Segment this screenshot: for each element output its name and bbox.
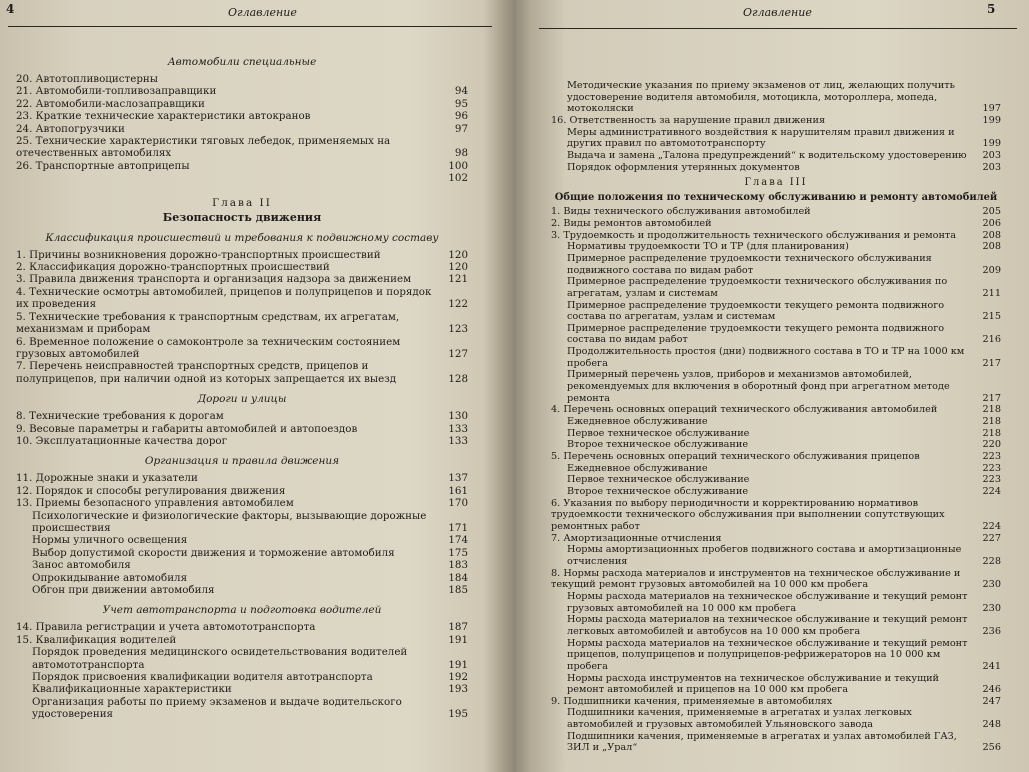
toc-subentry bbox=[16, 584, 468, 596]
toc-subentry bbox=[551, 707, 1001, 730]
toc-subentry bbox=[551, 673, 1001, 696]
chapter-number: Глава II bbox=[212, 196, 272, 209]
entry-page: 95 bbox=[454, 97, 468, 110]
entry-title: Нормы амортизационных пробегов подвижного состава и амортизационные отчисления bbox=[567, 544, 962, 567]
entry-page: 230 bbox=[982, 579, 1001, 591]
entry-page: 218 bbox=[982, 427, 1001, 439]
chapter-number: Глава III bbox=[744, 177, 808, 189]
toc-entry bbox=[16, 311, 468, 336]
entry-title: 5. Технические требования к транспортным средствам, их агрегатам, механизмам и приборам bbox=[16, 310, 400, 336]
toc-entry bbox=[551, 498, 1001, 533]
entry-page: 161 bbox=[448, 484, 468, 497]
toc-subentry bbox=[551, 474, 1001, 486]
toc-entry bbox=[16, 410, 468, 422]
entry-title: Выдача и замена „Талона предупреждений“ к водительскому удостоверению bbox=[567, 149, 967, 161]
entry-title: 15. Квалификация водителей bbox=[16, 633, 177, 646]
entry-title: Первое техническое обслуживание bbox=[567, 474, 750, 486]
toc-subentry bbox=[551, 638, 1001, 673]
toc-subentry bbox=[551, 253, 1001, 276]
toc-subentry bbox=[16, 510, 468, 535]
toc-entry bbox=[551, 206, 1001, 218]
entry-title: Примерное распределение трудоемкости технического обслуживания по агрегатам, узлам и системам bbox=[567, 276, 948, 299]
entry-page: 256 bbox=[982, 742, 1001, 754]
toc-entry bbox=[16, 249, 468, 261]
toc-entry bbox=[16, 472, 468, 484]
entry-page: 223 bbox=[982, 474, 1001, 486]
entry-page: 171 bbox=[448, 521, 468, 534]
toc-entry bbox=[16, 135, 468, 160]
running-header: Оглавление bbox=[743, 6, 812, 19]
entry-title: 7. Амортизационные отчисления bbox=[551, 532, 722, 544]
entry-title: 11. Дорожные знаки и указатели bbox=[16, 472, 198, 485]
section-heading: Дороги и улицы bbox=[197, 393, 287, 406]
toc-subentry bbox=[16, 671, 468, 683]
toc-subentry bbox=[16, 572, 468, 584]
entry-page: 223 bbox=[982, 462, 1001, 474]
entry-page: 205 bbox=[982, 206, 1001, 218]
entry-page: 216 bbox=[982, 334, 1001, 346]
entry-page: 123 bbox=[448, 323, 468, 336]
section-heading: Автомобили специальные bbox=[167, 56, 317, 68]
entry-title: Занос автомобиля bbox=[32, 559, 131, 572]
toc-entry bbox=[551, 218, 1001, 230]
toc-subentry bbox=[551, 591, 1001, 614]
entry-title: Примерное распределение трудоемкости текущего ремонта подвижного состава по видам работ bbox=[567, 322, 945, 346]
toc-entry bbox=[16, 261, 468, 273]
toc-entry bbox=[16, 634, 468, 646]
toc-entry bbox=[551, 696, 1001, 708]
entry-page: 208 bbox=[982, 241, 1001, 253]
section-heading: Организация и правила движения bbox=[144, 455, 340, 468]
entry-title: Примерный перечень узлов, приборов и механизмов автомобилей, рекомендуемых для включения в оборотный фонд при агрегатном методе ремонта bbox=[567, 369, 950, 404]
toc-subentry bbox=[16, 696, 468, 721]
entry-title: 6. Указания по выбору периодичности и корректированию нормативов трудоемкости технического обслуживания при выполнении сопутствующих ремонтных работ bbox=[551, 497, 945, 532]
toc-entry bbox=[16, 435, 468, 447]
entry-title: 9. Весовые параметры и габариты автомобилей и автопоездов bbox=[16, 422, 358, 435]
entry-title: 20. Автотопливоцистерны bbox=[16, 73, 158, 85]
entry-page: 195 bbox=[448, 708, 468, 721]
entry-page: 183 bbox=[448, 559, 468, 572]
toc-entry bbox=[16, 160, 468, 172]
entry-page: 247 bbox=[982, 695, 1001, 707]
entry-title: Меры административного воздействия к нарушителям правил движения и других правил по автомототранспорту bbox=[567, 126, 955, 150]
entry-page: 133 bbox=[448, 434, 468, 447]
entry-page: 94 bbox=[454, 85, 468, 98]
entry-title: Примерное распределение трудоемкости технического обслуживания подвижного состава по видам работ bbox=[567, 252, 932, 276]
toc-subentry bbox=[551, 731, 1001, 754]
entry-page: 236 bbox=[982, 625, 1001, 637]
toc-subentry bbox=[551, 428, 1001, 440]
entry-page: 209 bbox=[982, 264, 1001, 276]
toc-entry bbox=[16, 85, 468, 97]
entry-title: 9. Подшипники качения, применяемые в автомобилях bbox=[551, 695, 833, 707]
toc-entry bbox=[551, 404, 1001, 416]
entry-page: 120 bbox=[448, 248, 468, 261]
toc-subentry bbox=[551, 369, 1001, 404]
toc-subentry bbox=[551, 544, 1001, 567]
entry-page: 130 bbox=[448, 410, 468, 423]
entry-page: 248 bbox=[982, 719, 1001, 731]
entry-page: 191 bbox=[448, 658, 468, 671]
entry-title: Первое техническое обслуживание bbox=[567, 427, 750, 439]
entry-title: 6. Временное положение о самоконтроле за техническим состоянием грузовых автомобилей bbox=[16, 335, 401, 360]
entry-page: 122 bbox=[448, 298, 468, 311]
entry-title: Организация работы по приему экзаменов и выдаче водительского удостоверения bbox=[32, 695, 402, 721]
toc-subentry bbox=[551, 439, 1001, 451]
entry-title: 26. Транспортные автоприцепы bbox=[16, 159, 190, 172]
entry-title: Подшипники качения, применяемые в агрегатах и узлах легковых автомобилей и грузовых автомобилей Ульяновского завода bbox=[567, 707, 912, 731]
toc-entry bbox=[16, 98, 468, 110]
entry-page: 224 bbox=[982, 520, 1001, 532]
entry-title: Нормы расхода инструментов на техническое обслуживание и текущий ремонт автомобилей и прицепов на 10 000 км пробега bbox=[567, 672, 939, 696]
entry-page: 228 bbox=[982, 555, 1001, 567]
entry-title: 12. Порядок и способы регулирования движения bbox=[16, 484, 286, 497]
toc-entry bbox=[551, 115, 1001, 127]
entry-page: 98 bbox=[454, 147, 468, 160]
entry-title: 2. Виды ремонтов автомобилей bbox=[551, 217, 712, 229]
toc-entry bbox=[551, 568, 1001, 591]
toc-entry bbox=[16, 485, 468, 497]
toc-entry bbox=[16, 286, 468, 311]
toc-subentry bbox=[551, 300, 1001, 323]
entry-title: Нормы расхода материалов на техническое обслуживание и текущий ремонт прицепов, полуприцепов и полуприцепов-рефрижераторов на 10 000 км пробега bbox=[567, 637, 968, 672]
toc-subentry bbox=[551, 241, 1001, 253]
toc-entry bbox=[16, 110, 468, 122]
toc-subentry bbox=[551, 346, 1001, 369]
toc-entry bbox=[16, 360, 468, 385]
entry-page: 203 bbox=[982, 149, 1001, 161]
entry-page: 208 bbox=[982, 229, 1001, 241]
entry-page: 218 bbox=[982, 416, 1001, 428]
entry-title: Нормы расхода материалов на техническое обслуживание и текущий ремонт легковых автомобилей и автобусов на 10 000 км пробега bbox=[567, 614, 968, 637]
entry-title: Порядок проведения медицинского освидетельствования водителей автомототранспорта bbox=[32, 646, 408, 671]
entry-page: 191 bbox=[448, 633, 468, 646]
toc-subentry bbox=[551, 162, 1001, 174]
entry-title: 5. Перечень основных операций технического обслуживания прицепов bbox=[551, 451, 920, 463]
entry-title: 24. Автопогрузчики bbox=[16, 122, 125, 135]
entry-title: 14. Правила регистрации и учета автомототранспорта bbox=[16, 621, 316, 634]
chapter-title: Общие положения по техническому обслуживанию и ремонту автомобилей bbox=[554, 192, 998, 204]
entry-page: 100 bbox=[448, 159, 468, 172]
entry-page: 246 bbox=[982, 684, 1001, 696]
entry-page: 217 bbox=[982, 392, 1001, 404]
toc-subentry bbox=[16, 547, 468, 559]
section-heading: Классификация происшествий и требования к подвижному составу bbox=[45, 231, 439, 244]
entry-title: Порядок оформления утерянных документов bbox=[567, 161, 800, 173]
entry-page: 102 bbox=[448, 172, 468, 185]
toc-entry bbox=[16, 273, 468, 285]
entry-title: 8. Нормы расхода материалов и инструментов на техническое обслуживание и текущий ремонт грузовых автомобилей на 10 000 км пробега bbox=[551, 567, 961, 591]
entry-page: 230 bbox=[982, 602, 1001, 614]
entry-page: 120 bbox=[448, 261, 468, 274]
toc-entry bbox=[16, 123, 468, 135]
entry-title: Порядок присвоения квалификации водителя автотранспорта bbox=[32, 671, 373, 684]
toc-subentry bbox=[551, 127, 1001, 150]
entry-page: 215 bbox=[982, 311, 1001, 323]
entry-title: 16. Ответственность за нарушение правил движения bbox=[551, 114, 826, 126]
entry-title: Психологические и физиологические факторы, вызывающие дорожные происшествия bbox=[32, 509, 427, 534]
entry-page: 206 bbox=[982, 217, 1001, 229]
entry-page: 184 bbox=[448, 571, 468, 584]
chapter-title: Безопасность движения bbox=[162, 210, 322, 224]
left-page bbox=[0, 0, 500, 772]
entry-page: 175 bbox=[448, 546, 468, 559]
entry-page: 203 bbox=[982, 161, 1001, 173]
entry-page: 137 bbox=[448, 472, 468, 485]
entry-title: 25. Технические характеристики тяговых лебедок, применяемых на отечественных автомобилях bbox=[16, 135, 391, 160]
entry-title: Ежедневное обслуживание bbox=[567, 416, 708, 428]
toc-entry bbox=[16, 336, 468, 361]
entry-title: Нормы расхода материалов на техническое обслуживание и текущий ремонт грузовых автомобилей на 10 000 км пробега bbox=[567, 590, 968, 614]
entry-page: 174 bbox=[448, 534, 468, 547]
toc-entry bbox=[16, 73, 468, 85]
toc-entry bbox=[551, 533, 1001, 545]
entry-title: 10. Эксплуатационные качества дорог bbox=[16, 434, 228, 447]
entry-page: 193 bbox=[448, 683, 468, 696]
header-rule bbox=[8, 26, 492, 27]
entry-title: 13. Приемы безопасного управления автомобилем bbox=[16, 497, 294, 510]
entry-title: Ежедневное обслуживание bbox=[567, 462, 708, 474]
toc-entry bbox=[16, 621, 468, 633]
entry-title: Продолжительность простоя (дни) подвижного состава в ТО и ТР на 1000 км пробега bbox=[567, 346, 965, 369]
toc-entry bbox=[16, 497, 468, 509]
entry-title: Квалификационные характеристики bbox=[32, 683, 232, 696]
entry-page: 217 bbox=[982, 357, 1001, 369]
entry-title: Выбор допустимой скорости движения и торможение автомобиля bbox=[32, 546, 395, 559]
entry-page: 128 bbox=[448, 372, 468, 385]
toc-column bbox=[16, 48, 468, 721]
toc-entry bbox=[551, 230, 1001, 242]
running-header: Оглавление bbox=[228, 6, 297, 19]
entry-title: 1. Причины возникновения дорожно-транспортных происшествий bbox=[16, 248, 381, 261]
toc-subentry bbox=[16, 534, 468, 546]
entry-page: 127 bbox=[448, 347, 468, 360]
entry-title: Второе техническое обслуживание bbox=[567, 439, 749, 451]
entry-title: 4. Перечень основных операций технического обслуживания автомобилей bbox=[551, 404, 938, 416]
entry-page: 197 bbox=[982, 103, 1001, 115]
page-number: 4 bbox=[6, 2, 15, 16]
toc-column bbox=[551, 80, 1001, 754]
page-number: 5 bbox=[987, 2, 996, 16]
toc-entry bbox=[16, 172, 468, 184]
entry-page: 199 bbox=[982, 138, 1001, 150]
entry-page: 224 bbox=[982, 486, 1001, 497]
entry-page: 199 bbox=[982, 114, 1001, 126]
entry-page: 192 bbox=[448, 671, 468, 684]
toc-subentry bbox=[551, 486, 1001, 498]
entry-title: Нормы уличного освещения bbox=[32, 534, 188, 547]
entry-page: 97 bbox=[454, 122, 468, 135]
entry-page: 133 bbox=[448, 422, 468, 435]
entry-page: 96 bbox=[454, 110, 468, 123]
toc-subentry bbox=[16, 559, 468, 571]
entry-page: 223 bbox=[982, 451, 1001, 463]
entry-title: 3. Правила движения транспорта и организация надзора за движением bbox=[16, 273, 412, 286]
toc-subentry bbox=[551, 323, 1001, 346]
entry-page: 170 bbox=[448, 497, 468, 510]
toc-subentry bbox=[16, 646, 468, 671]
entry-title: 2. Классификация дорожно-транспортных происшествий bbox=[16, 261, 330, 274]
right-page bbox=[515, 0, 1029, 772]
entry-title: Второе техническое обслуживание bbox=[567, 486, 749, 497]
entry-page: 218 bbox=[982, 404, 1001, 416]
entry-page: 220 bbox=[982, 439, 1001, 451]
toc-subentry bbox=[551, 80, 1001, 115]
entry-title: 23. Краткие технические характеристики автокранов bbox=[16, 110, 311, 123]
toc-subentry bbox=[551, 614, 1001, 637]
entry-title: Обгон при движении автомобиля bbox=[32, 584, 215, 596]
entry-title: Методические указания по приему экзаменов от лиц, желающих получить удостоверение водителя автомобиля, мотоцикла, мотороллера, мопеда, мотоколяски bbox=[567, 80, 955, 115]
toc-subentry bbox=[551, 463, 1001, 475]
toc-subentry bbox=[551, 150, 1001, 162]
entry-title: 22. Автомобили-маслозаправщики bbox=[16, 97, 205, 110]
entry-title: Подшипники качения, применяемые в агрегатах и узлах автомобилей ГАЗ, ЗИЛ и „Урал“ bbox=[567, 730, 957, 754]
toc-entry bbox=[551, 451, 1001, 463]
entry-title: Нормативы трудоемкости ТО и ТР (для планирования) bbox=[567, 241, 849, 253]
entry-page: 211 bbox=[982, 287, 1001, 299]
section-heading: Учет автотранспорта и подготовка водителей bbox=[102, 604, 382, 617]
header-rule bbox=[539, 28, 1017, 29]
entry-page: 187 bbox=[448, 621, 468, 634]
toc-subentry bbox=[16, 683, 468, 695]
entry-title: 21. Автомобили-топливозаправщики bbox=[16, 85, 217, 98]
entry-page: 121 bbox=[448, 273, 468, 286]
entry-title: 8. Технические требования к дорогам bbox=[16, 410, 224, 423]
entry-page: 241 bbox=[982, 660, 1001, 672]
entry-title: Опрокидывание автомобиля bbox=[32, 571, 188, 584]
entry-title: 7. Перечень неисправностей транспортных средств, прицепов и полуприцепов, при наличии одной из которых запрещается их выезд bbox=[16, 360, 397, 385]
toc-subentry bbox=[551, 276, 1001, 299]
toc-subentry bbox=[551, 416, 1001, 428]
entry-title: 1. Виды технического обслуживания автомобилей bbox=[551, 206, 811, 218]
toc-entry bbox=[16, 423, 468, 435]
entry-title: Примерное распределение трудоемкости текущего ремонта подвижного состава по агрегатам, узлам и системам bbox=[567, 299, 945, 323]
entry-title: 4. Технические осмотры автомобилей, прицепов и полуприцепов и порядок их проведения bbox=[16, 285, 432, 311]
entry-title: 3. Трудоемкость и продолжительность технического обслуживания и ремонта bbox=[551, 229, 957, 241]
entry-page: 185 bbox=[448, 584, 468, 596]
entry-page: 227 bbox=[982, 532, 1001, 544]
